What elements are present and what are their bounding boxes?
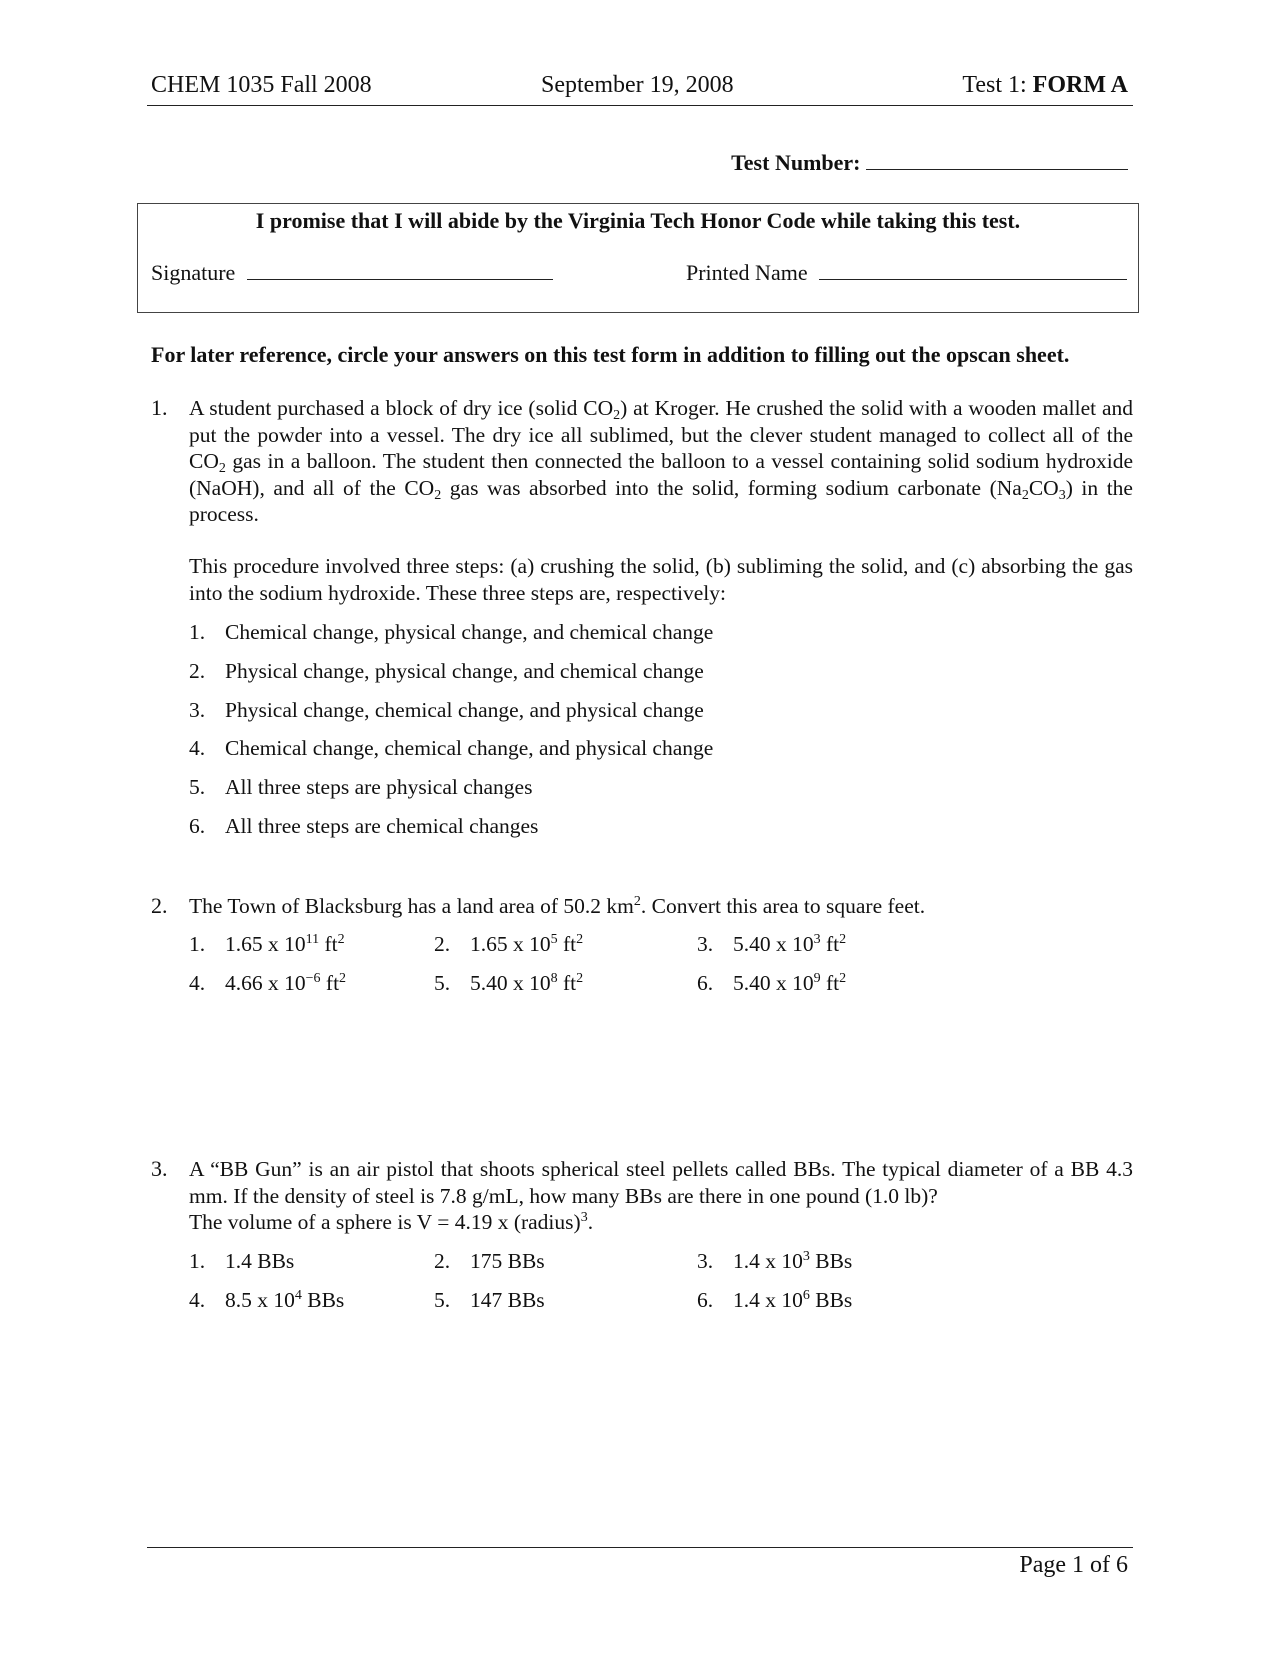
test-prefix: Test 1:: [962, 72, 1027, 98]
question-1-stem: A student purchased a block of dry ice (solid $CO_2$) at Kroger. He crushed the solid with a wooden mallet and put the powder into a vessel. The dry ice all sublimed, but the clever student managed to collect all of the $CO_2$ gas in a balloon. The student then connected the balloon to a vessel containing solid sodium hydroxide (NaOH), and all of the $CO_2$ gas was absorbed into the solid, forming sodium carbonate $(Na_2CO_3)$ in the process.: [189, 396, 1133, 526]
option-number: 6.: [189, 814, 206, 838]
option-text: 147 BBs: [470, 1288, 545, 1312]
option-number: 6.: [697, 971, 714, 995]
test-form-label: [962, 72, 1128, 99]
q2-option[interactable]: [697, 932, 846, 957]
option-number: 3.: [697, 932, 714, 956]
option-number: 5.: [434, 1288, 451, 1312]
q1-option[interactable]: [189, 698, 704, 723]
option-coefficient: 1.65 x 10: [225, 932, 306, 956]
q3-option[interactable]: [697, 1249, 852, 1274]
option-unit: ft: [324, 932, 338, 956]
option-number: 1.: [189, 932, 206, 956]
question-3-number: 3.: [151, 1156, 168, 1181]
printed-name-field: [686, 260, 1127, 286]
signature-blank[interactable]: [247, 279, 553, 280]
q2-option[interactable]: [434, 932, 583, 957]
page-number: Page 1 of 6: [1019, 1552, 1128, 1578]
option-text: Chemical change, physical change, and chemical change: [225, 620, 714, 644]
q3-option[interactable]: [434, 1249, 545, 1274]
option-exponent: 11: [305, 932, 320, 947]
q1-option[interactable]: [189, 775, 532, 800]
q2-option[interactable]: [189, 971, 346, 996]
option-unit: ft: [826, 971, 840, 995]
option-unit: ft: [563, 971, 577, 995]
test-number-field: [731, 150, 1128, 176]
question-1-procedure: This procedure involved three steps: (a) crushing the solid, (b) subliming the solid, and (c) absorbing the gas into the sodium hydroxide. These three steps are, respectively:: [189, 554, 1133, 605]
printed-name-blank[interactable]: [819, 279, 1127, 280]
course-title: CHEM 1035 Fall 2008: [151, 72, 372, 98]
reference-instruction: For later reference, circle your answers on this test form in addition to filling out the opscan sheet.: [151, 342, 1070, 367]
footer-rule: [147, 1547, 1133, 1548]
option-text: Chemical change, chemical change, and physical change: [225, 736, 714, 760]
question-3-stem: A “BB Gun” is an air pistol that shoots spherical steel pellets called BBs. The typical diameter of a BB 4.3 mm. If the density of steel is 7.8 g/mL, how many BBs are there in one pound (1.0 lb)? The volume of a sphere is V = 4.19 x (radius)$^3$.: [189, 1157, 1133, 1234]
option-number: 6.: [697, 1288, 714, 1312]
option-unit: ft: [826, 932, 840, 956]
unit-exponent: 2: [337, 932, 345, 947]
option-text: All three steps are physical changes: [225, 775, 533, 799]
option-coefficient: 1.65 x 10: [470, 932, 551, 956]
q3-option[interactable]: [189, 1249, 294, 1274]
q2-option[interactable]: [434, 971, 583, 996]
q3-option[interactable]: [697, 1288, 852, 1313]
exam-date: September 19, 2008: [541, 72, 734, 98]
option-exponent: 6: [802, 1288, 810, 1303]
option-number: 2.: [189, 659, 206, 683]
option-exponent: 3: [802, 1249, 810, 1264]
test-number-label: Test Number:: [731, 150, 861, 175]
printed-name-label: Printed Name: [686, 260, 808, 285]
unit-exponent: 2: [576, 932, 584, 947]
option-unit: ft: [325, 971, 340, 995]
option-number: 3.: [189, 698, 206, 722]
unit-exponent: 2: [839, 932, 847, 947]
test-number-blank[interactable]: [866, 169, 1128, 170]
question-2-stem: The Town of Blacksburg has a land area of 50.2 $km^2$. Convert this area to square feet.: [189, 894, 926, 918]
option-number: 1.: [189, 620, 206, 644]
option-coefficient: 8.5 x 10: [225, 1288, 295, 1312]
option-unit: BBs: [815, 1288, 853, 1312]
option-number: 3.: [697, 1249, 714, 1273]
option-coefficient: 5.40 x 10: [733, 932, 814, 956]
option-number: 5.: [189, 775, 206, 799]
q1-option[interactable]: [189, 814, 538, 839]
option-coefficient: 5.40 x 10: [733, 971, 814, 995]
option-number: 4.: [189, 736, 206, 760]
option-exponent: −6: [305, 971, 321, 986]
unit-exponent: 2: [839, 971, 847, 986]
q1-option[interactable]: [189, 659, 704, 684]
option-coefficient: 1.4 x 10: [733, 1249, 803, 1273]
option-exponent: 5: [550, 932, 558, 947]
option-text: All three steps are chemical changes: [225, 814, 539, 838]
option-exponent: 3: [813, 932, 821, 947]
question-1-number: 1.: [151, 395, 168, 420]
unit-exponent: 2: [576, 971, 584, 986]
option-text: Physical change, physical change, and chemical change: [225, 659, 704, 683]
q3-option[interactable]: [434, 1288, 545, 1313]
option-number: 2.: [434, 1249, 451, 1273]
signature-label: Signature: [151, 260, 236, 285]
question-2-number: 2.: [151, 893, 168, 918]
q2-option[interactable]: [697, 971, 846, 996]
option-coefficient: 4.66 x 10: [225, 971, 306, 995]
q1-option[interactable]: [189, 620, 713, 645]
honor-statement: I promise that I will abide by the Virginia Tech Honor Code while taking this test.: [255, 208, 1021, 233]
option-exponent: 4: [294, 1288, 302, 1303]
option-text: 1.4 BBs: [225, 1249, 295, 1273]
option-text: 175 BBs: [470, 1249, 545, 1273]
header-rule: [147, 105, 1133, 106]
option-number: 2.: [434, 932, 451, 956]
option-number: 4.: [189, 1288, 206, 1312]
option-unit: BBs: [815, 1249, 853, 1273]
option-unit: ft: [563, 932, 577, 956]
q3-option[interactable]: [189, 1288, 344, 1313]
option-text: Physical change, chemical change, and physical change: [225, 698, 704, 722]
q2-option[interactable]: [189, 932, 345, 957]
option-number: 4.: [189, 971, 206, 995]
option-coefficient: 5.40 x 10: [470, 971, 551, 995]
option-coefficient: 1.4 x 10: [733, 1288, 803, 1312]
q1-option[interactable]: [189, 736, 713, 761]
option-exponent: 8: [550, 971, 558, 986]
form-letter: FORM A: [1032, 72, 1128, 98]
option-exponent: 9: [813, 971, 821, 986]
unit-exponent: 2: [339, 971, 347, 986]
option-number: 5.: [434, 971, 451, 995]
signature-field: [151, 260, 553, 286]
option-number: 1.: [189, 1249, 206, 1273]
option-unit: BBs: [307, 1288, 345, 1312]
